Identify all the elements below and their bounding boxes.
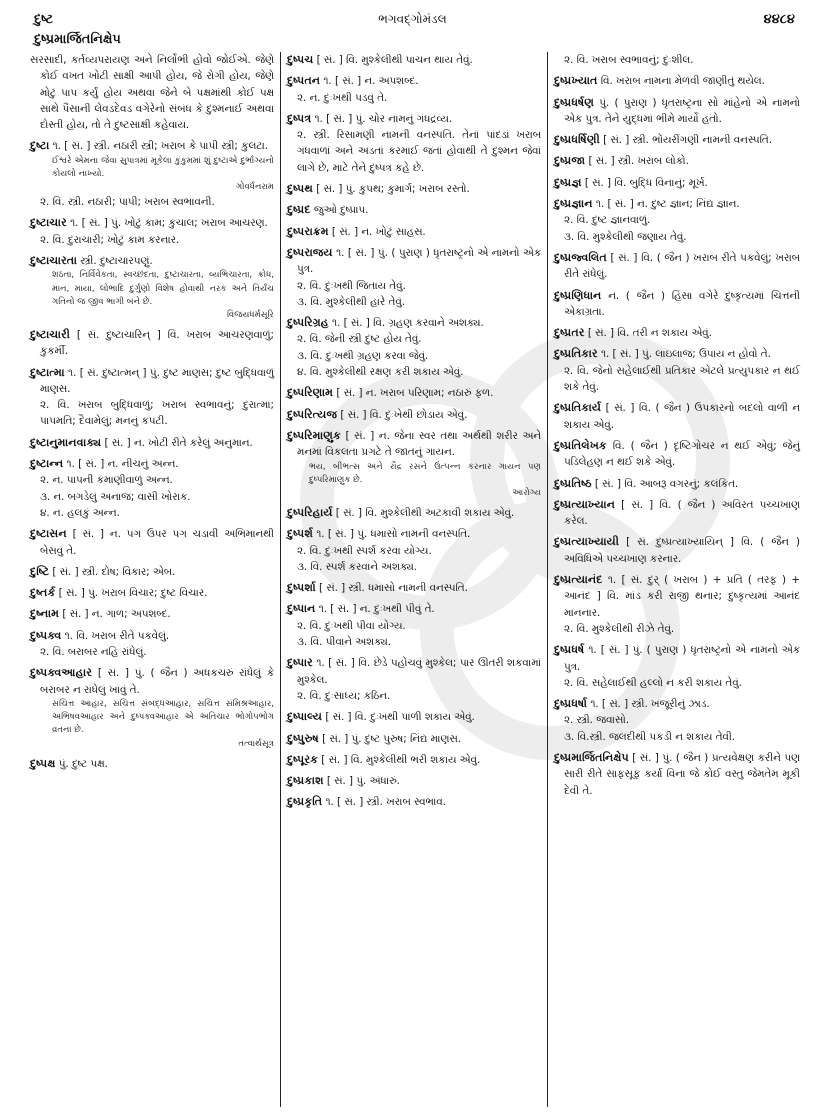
dictionary-entry	[287, 526, 541, 575]
column-left	[30, 52, 280, 1102]
dictionary-entry	[554, 325, 800, 341]
dictionary-entry	[30, 52, 274, 133]
entry-sense: ૨. વિ. સ્ત્રી. નઠારી; પાપી; ખરાબ સ્વભાવની.	[40, 196, 215, 209]
dictionary-entry	[287, 202, 541, 218]
entry-definition-line	[287, 245, 541, 278]
entry-headword: દુષ્પક્વઆહાર	[30, 666, 93, 680]
entry-definition: ૧. [ સં. ] પું. લાઇલાજ; ઉપાય ન હોવો તે.	[600, 348, 771, 361]
entry-definition: [ સં. ] વિ. તરી ન શકાય એવું.	[587, 327, 712, 340]
entry-headword: દુષ્ટાસન	[30, 527, 67, 541]
entry-quotation: ઈશ્વરે એમના જેવા સુપાત્રમાં મૂકેલા કુંકુમમાં શું દુષ્ટાએ દુર્ભાગ્યનો કોયલો નાખ્યો.	[52, 155, 274, 179]
dictionary-entry	[554, 696, 800, 745]
entry-headword: દુષ્પરિમાણુક	[287, 428, 341, 442]
dictionary-entry	[30, 756, 274, 772]
dictionary-entry	[287, 601, 541, 650]
entry-definition-line	[287, 315, 541, 331]
entry-headword: દુષ્પ્રત્યાખ્યાયી	[554, 535, 619, 549]
entry-definition-line	[287, 111, 541, 127]
entry-sense: ૨. વિ. જેની સ્ત્રી દુષ્ટ હોય તેવું.	[297, 333, 422, 346]
entry-definition-line	[287, 580, 541, 596]
dictionary-entry	[287, 315, 541, 380]
entry-headword: દુષ્પાન	[287, 602, 316, 616]
entry-definition: વિ. ખરાબ નામના મેળવી જાણીતું થયેલ.	[600, 75, 765, 88]
entry-headword: દુષ્પથ	[287, 182, 313, 196]
entry-definition: જુઓ દુષ્પ્રાપ.	[313, 204, 369, 217]
entry-headword: દુષ્ટાચારતા	[30, 254, 77, 268]
entry-definition: [ સં. ] વિ. બુદ્ધિ વિનાનું; મૂર્ખ.	[584, 176, 708, 189]
dictionary-entry	[554, 196, 800, 245]
entry-headword: દુષ્પાલ્ય	[287, 710, 323, 724]
entry-sense: ૨. ન. દુઃખથી પડવું તે.	[297, 91, 388, 104]
entry-definition: ૧. [ સં. ] ન. નીચનું અન્ન.	[66, 458, 179, 471]
entry-sense: ૪. વિ. મુશ્કેલીથી રક્ષણ કરી શકાય એવું.	[297, 366, 464, 379]
entry-headword: દુષ્પરિગ્રહ	[287, 316, 329, 330]
entry-headword: દુષ્પરિહાર્ય	[287, 505, 333, 519]
entry-definition: ૧. [ સં. ] પું. ( પુરાણ ) ધૃતરાષ્ટ્રનો એ નામનો એક પુત્ર.	[297, 246, 542, 276]
entry-definition-line	[30, 253, 274, 269]
entry-definition: [ સં. ] વિ. આબરૂ વગરનું; કલંકિત.	[594, 477, 739, 490]
quotation-source: વિજયધર્મસૂરિ	[226, 309, 274, 320]
entry-headword: દુષ્પ્રધર્ષ	[554, 643, 585, 657]
entry-definition-line	[287, 526, 541, 542]
dictionary-entry	[554, 175, 800, 191]
entry-definition: ૧. [ સં. ] પું. ( પુરાણ ) ધૃતરાષ્ટ્રનો એ નામનો એક પુત્ર.	[564, 644, 800, 673]
entry-sense: ૩. વિ.સ્ત્રી. જલદીથી પકડી ન શકાય તેવી.	[564, 730, 736, 743]
entry-definition-line	[554, 132, 800, 148]
entry-headword: દુષ્નામ	[30, 607, 60, 621]
entry-sense: ૨. વિ. દુઃખથી પીવા યોગ્ય.	[297, 619, 406, 632]
entry-sense: ૩. વિ. સ્પર્શ કરવાને અશક્ય.	[297, 560, 417, 573]
entry-definition-line	[554, 572, 800, 621]
entry-headword: દુષ્પ્રધર્ષિણી	[554, 133, 600, 147]
entry-definition: ૧. [ સં. ] સ્ત્રી. નઠારી સ્ત્રી; ખરાબ કે પાપી સ્ત્રી; કુલટા.	[52, 140, 269, 153]
entry-definition-line	[287, 601, 541, 617]
entry-sense: ૩. વિ. મુશ્કેલીથી જણાય તેવું.	[564, 230, 687, 243]
entry-headword: દુષ્ટાત્મા	[30, 365, 65, 379]
entry-headword: દુષ્પરાક્રમ	[287, 224, 329, 238]
entry-headword: દુષ્પરાજય	[287, 245, 333, 259]
entry-definition: ૧. [ સં. ] સ્ત્રી. ખજૂરીનું ઝાડ.	[590, 698, 710, 711]
entry-definition: [ સં. ] વિ. ( જૈન ) ખરાબ રીતે પકવેલું; ખરાબ રીતે રાંધેલું.	[564, 251, 800, 281]
entry-definition-line	[554, 325, 800, 341]
left-guide-word: દુષ્ટ	[34, 12, 54, 27]
dictionary-entry	[287, 181, 541, 197]
entry-headword: દુષ્ટિ	[30, 564, 50, 578]
entry-headword: દુષ્ટાન્ન	[30, 457, 64, 471]
entry-headword: દુષ્ટાચારી	[30, 327, 70, 341]
entry-definition-line	[554, 95, 800, 128]
entry-definition-line	[554, 696, 800, 712]
dictionary-entry	[287, 73, 541, 106]
entry-definition: [ સં. ] ન. ખોટી રીતે કરેલું અનુમાન.	[104, 436, 253, 449]
dictionary-entry	[287, 655, 541, 704]
entry-definition: ૧. [ સં. ] પું. ધમાસો નામની વનસ્પતિ.	[316, 528, 471, 541]
entry-definition: [ સં. ] વિ. મુશ્કેલીથી ભરી શકાય એવું.	[321, 753, 481, 766]
dictionary-entry	[554, 438, 800, 471]
entry-definition-line	[554, 250, 800, 283]
page-number: ૪૪૮૪	[763, 12, 795, 27]
entry-definition: ૧. [ સં. ] ન. અપશબ્દ.	[323, 75, 419, 88]
entry-definition-line	[30, 52, 274, 133]
entry-definition: [ સં. ] ન. ખોટું સાહસ.	[331, 225, 426, 238]
entry-definition-line	[30, 585, 274, 601]
dictionary-entry	[554, 73, 800, 89]
entry-definition-line	[30, 628, 274, 644]
entry-definition: [ સં. ] સ્ત્રી. દોષ; વિકાર; એબ.	[52, 565, 176, 578]
dictionary-entry	[554, 288, 800, 321]
entry-quotation: સચિત્ત આહાર, સચિત્ત સંબદ્ધઆહાર, સચિત્ત સંમિશ્રઆહાર, અભિષવઆહાર અને દુષ્પક્વઆહાર એ અતિચાર ભોગોપભોગ વ્રતના છે.	[52, 698, 274, 736]
entry-headword: દુષ્પ્રજ્વલિત	[554, 250, 607, 264]
entry-definition: પું. દુષ્ટ પક્ષ.	[58, 757, 108, 770]
dictionary-entry	[287, 731, 541, 747]
entry-definition: [ સં. ] વિ. દુઃખથી પાળી શકાય એવું.	[325, 711, 475, 724]
entry-definition: ૧. [ સં. ] વિ. છેડે પહોંચવું મુશ્કેલ; પાર ઊતરી શકવામાં મુશ્કેલ.	[297, 657, 541, 686]
entry-definition-line	[30, 756, 274, 772]
entry-sense: ૨. સ્ત્રી. જવાસો.	[564, 714, 630, 727]
dictionary-entry	[30, 327, 274, 360]
entry-sense: ૩. ન. બગડેલું અનાજ; વાસી ખોરાક.	[40, 490, 191, 503]
entry-headword: દુષ્પ્રતિષ્ઠ	[554, 476, 592, 490]
dictionary-entry	[287, 773, 541, 789]
entry-definition-line	[30, 138, 274, 154]
entry-sense: ૨. વિ. દુરાચારી; ખોટું કામ કરનાર.	[40, 233, 180, 246]
entry-headword: દુષ્પાર	[287, 656, 313, 670]
entry-definition: [ સં. ] ન. ગાળ; અપશબ્દ.	[62, 608, 171, 621]
dictionary-entry	[287, 245, 541, 310]
entry-definition-line	[554, 476, 800, 492]
entry-headword: દુષ્પર્શ	[287, 527, 313, 541]
entry-headword: દુષ્પર્શા	[287, 581, 316, 595]
entry-headword: દુષ્પ્રતિકાર્ય	[554, 401, 602, 415]
dictionary-entry	[287, 505, 541, 521]
entry-definition-line	[287, 773, 541, 789]
entry-definition-line	[554, 642, 800, 675]
entry-definition-line	[30, 526, 274, 559]
dictionary-entry	[554, 250, 800, 283]
entry-sense: ૨. સ્ત્રી. રિસામણી નામની વનસ્પતિ. તેનાં પાંદડાં ખરાબ ગંધવાળાં અને અડતાં કરમાઈ જતાં હોવાથી તે દુશ્મન જેવાં લાગે છે, માટે તેને દુષ્પત્ર કહે છે.	[297, 129, 541, 174]
dictionary-entry	[287, 407, 541, 423]
entry-definition-line	[287, 752, 541, 768]
dictionary-entry	[30, 628, 274, 661]
entry-headword: દુષ્પચ	[287, 53, 314, 66]
entry-sense: ૩. વિ. મુશ્કેલીથી હારે તેવું.	[297, 295, 406, 308]
entry-headword: દુષ્પક્ષ	[30, 756, 56, 770]
entry-headword: દુષ્પ્રદ	[287, 203, 311, 217]
dictionary-entry	[30, 253, 274, 322]
entry-definition: [ સં. ] ન. પગ ઉપર પગ ચડાવી અભિમાનથી બેસવું તે.	[40, 528, 274, 557]
dictionary-entry	[554, 476, 800, 492]
entry-headword: દુષ્પરિત્યજ	[287, 407, 338, 421]
page-header	[0, 0, 825, 47]
dictionary-entry	[30, 215, 274, 248]
dictionary-entry	[554, 572, 800, 637]
entry-definition-line	[287, 794, 541, 810]
entry-sense: ૪. ન. હલકું અન્ન.	[40, 506, 120, 519]
entry-definition-line	[554, 497, 800, 530]
entry-definition: વિ. ( જૈન ) દૃષ્ટિગોચર ન થઈ એવું; જેનું પડિલેહણ ન થઈ શકે એવું.	[564, 439, 800, 469]
entry-definition: ૧. [ સં. ] ન. દુષ્ટ જ્ઞાન; નિંદ્ય જ્ઞાન.	[595, 198, 740, 211]
entry-definition-line	[554, 438, 800, 471]
dictionary-entry	[287, 794, 541, 810]
entry-definition: ૧. [ સં. દુર્ ( ખરાબ ) + પ્રતિ ( તરફ ) + આનંદ ] વિ. માંડ કરી રાજી થનાર; દુષ્કૃત્યમાં આનંદ માનનાર.	[564, 574, 800, 619]
entry-headword: દુષ્પ્રધર્ષા	[554, 697, 588, 711]
dictionary-entry	[30, 526, 274, 559]
entry-definition-line	[287, 428, 541, 461]
right-guide-word: દુષ્પ્રમાર્જિતનિક્ષેપ	[34, 32, 121, 47]
entry-headword: દુષ્ટાચાર	[30, 216, 67, 230]
entry-definition: [ સં. દુષ્પ્રત્યાખ્યાયિન્ ] વિ. ( જૈન ) અવિધિએ પચ્ચખાણ કરનાર.	[564, 536, 800, 565]
entry-definition: [ સં. ] પું. દુષ્ટ પુરુષ; નિંદ્ય માણસ.	[322, 732, 461, 745]
entry-definition: [ સં. દુષ્ટાચારિન્ ] વિ. ખરાબ આચરણવાળું; કુકર્મી.	[40, 328, 274, 358]
entry-definition-line	[287, 202, 541, 218]
entry-sense: ૨. વિ. દુઃખથી સ્પર્શ કરવા યોગ્ય.	[297, 544, 432, 557]
dictionary-entry	[554, 132, 800, 148]
entry-headword: દુષ્ટાનુમાનવાક્ય	[30, 435, 102, 449]
entry-headword: દુષ્પ્રજ્ઞ	[554, 175, 582, 189]
entry-definition: [ સં. ] પું. ( જૈન ) અધકચરું રાંધેલું કે બરાબર ન રાંધેલું ખાવું તે.	[40, 667, 274, 696]
column-middle	[280, 52, 548, 1107]
entry-definition: [ સં. ] પું. ( જૈન ) પ્રત્યવેક્ષણ કરીને પણ સારી રીતે સાફસૂફ કર્યા વિના જે કોઈ વસ્તુ જેમતેમ મૂકી દેવી તે.	[564, 751, 800, 797]
entry-headword: દુષ્પ્રજ્ઞાન	[554, 197, 593, 211]
entry-definition: [ સં. ] પું. કુપથ; કુમાર્ગ; ખરાબ રસ્તો.	[316, 183, 470, 196]
entry-headword: દુષ્પ્રતર	[554, 326, 585, 340]
entry-definition-line	[287, 73, 541, 89]
entry-headword: દુષ્પુરુષ	[287, 731, 319, 745]
entry-definition-line	[30, 606, 274, 622]
entry-headword: દુષ્પ્રખ્યાત	[554, 74, 598, 88]
entry-definition: [ સં. ] વિ. ( જૈન ) અવિરત પચ્ચખાણ કરેલ.	[564, 498, 800, 528]
entry-headword: દુષ્પ્રતિકાર	[554, 347, 598, 361]
quotation-source: આરોગ્ય	[512, 487, 541, 498]
dictionary-entry	[554, 400, 800, 433]
dictionary-entry	[30, 435, 274, 451]
entry-headword: દુષ્પ્રમાર્જિતનિક્ષેપ	[554, 750, 629, 764]
dictionary-entry	[30, 138, 274, 210]
dictionary-entry	[554, 534, 800, 567]
dictionary-entry	[30, 564, 274, 580]
entry-definition-line	[30, 456, 274, 472]
entry-headword: દુષ્પતન	[287, 74, 321, 88]
dictionary-columns	[30, 52, 800, 1102]
dictionary-entry	[30, 665, 274, 750]
entry-definition-line	[30, 365, 274, 398]
entry-headword: દુષ્પક્વ	[30, 628, 62, 642]
entry-definition: ૧. [ સં. ] પું. ચોર નામનું ગંધદ્રવ્ય.	[314, 112, 453, 125]
entry-headword: દુષ્પ્રકાશ	[287, 774, 324, 788]
entry-headword: દુષ્ટા	[30, 139, 50, 153]
book-title: ભગવદ્ગોમંડલ	[378, 12, 447, 26]
entry-sense: ૨. વિ. સહેલાઈથી હલ્લો ન કરી શકાય તેવું.	[564, 676, 742, 689]
column-right	[548, 52, 800, 1102]
entry-definition: [ સં. ] ન. ખરાબ પરિણામ; નઠારું ફળ.	[336, 387, 494, 400]
entry-headword: દુષ્પૂરક	[287, 752, 319, 766]
entry-definition-line	[287, 181, 541, 197]
entry-sense: ૨. વિ. દુઃસાધ્ય; કઠિન.	[297, 689, 391, 702]
entry-definition: [ સં. ] પું. અંધારું.	[326, 775, 400, 788]
entry-definition-line	[287, 655, 541, 688]
entry-definition: [ સં. ] વિ. મુશ્કેલીથી પાચન થાય તેવું.	[316, 54, 473, 66]
entry-definition-line	[287, 407, 541, 423]
entry-definition: ૧. [ સં. દુષ્ટાત્મન્ ] પું. દુષ્ટ માણસ; દુષ્ટ બુદ્ધિવાળું માણસ.	[40, 366, 274, 395]
dictionary-entry	[287, 709, 541, 725]
entry-definition-line	[554, 153, 800, 169]
entry-sense: ૨. વિ. મુશ્કેલીથી રીઝે તેવું.	[564, 622, 675, 635]
entry-definition: પું. ( પુરાણ ) ધૃતરાષ્ટ્રના સો માંહેનો એ નામનો એક પુત્ર. તેને યુદ્ધમાં ભીમે માર્યો હતો.	[564, 96, 800, 125]
quotation-source: ગોવર્ધનરામ	[236, 182, 274, 193]
dictionary-entry	[287, 580, 541, 596]
entry-definition: [ સં. ] વિ. દુઃખેથી છોડાય એવું.	[340, 408, 468, 421]
entry-definition-line	[554, 73, 800, 89]
dictionary-entry	[30, 585, 274, 601]
dictionary-entry	[287, 52, 541, 68]
entry-sense: ૨. વિ. દુષ્ટ જ્ઞાનવાળું.	[564, 214, 651, 227]
entry-sense: ૨. વિ. જેનો સહેલાઈથી પ્રતિકાર એટલે પ્રત્યુપકાર ન થઈ શકે તેવું.	[564, 364, 800, 394]
entry-definition-line	[30, 564, 274, 580]
entry-definition: ૧. [ સં. ] વિ. ગ્રહણ કરવાને અશક્ય.	[332, 317, 484, 330]
entry-headword: દુષ્પ્રજા	[554, 154, 586, 168]
entry-definition-line	[30, 665, 274, 698]
entry-headword: દુષ્પ્રતિલેખક	[554, 438, 607, 452]
entry-definition-line	[287, 224, 541, 240]
entry-headword: દુષ્પત્ર	[287, 111, 312, 125]
dictionary-entry	[554, 153, 800, 169]
entry-definition: [ સં. ] વિ. ( જૈન ) ઉપકારનો બદલો વાળી ન શકાય એવું.	[564, 402, 800, 431]
entry-definition: સરસાદી, કર્તવ્યપરાયણ અને નિર્લોભી હોવો જોઈએ. જેણે કોઈ વખત ખોટી સાક્ષી આપી હોય, જે રોગી હોય, જેણે મોટું પાપ કર્યું હોય અથવા જેને બે પક્ષમાંથી કોઈ પક્ષ સાથે પૈસાની લેવડદેવડ વગેરેનો સંબંધ કે દુશ્મનાઈ અથવા દોસ્તી હોય, તો તે દુષ્ટસાક્ષી કહેવાય.	[30, 54, 274, 132]
entry-definition: [ સં. ] સ્ત્રી. ખરાબ લોકો.	[588, 155, 689, 168]
dictionary-entry	[287, 224, 541, 240]
entry-definition: ન. ( જૈન ) હિંસા વગેરે દુષ્કૃત્યમાં ચિત્તની એકાગ્રતા.	[564, 289, 800, 318]
entry-headword: દુષ્પરિણામ	[287, 386, 334, 400]
entry-definition-line	[554, 400, 800, 433]
quotation-source: તત્વાર્થસૂત્ર	[238, 738, 274, 749]
dictionary-entry	[287, 752, 541, 768]
entry-definition-line	[554, 288, 800, 321]
entry-definition-line	[287, 52, 541, 68]
entry-sense: ૨. વિ. ખરાબ સ્વભાવનું; દુઃશીલ.	[564, 54, 694, 66]
entry-definition-line	[30, 327, 274, 360]
entry-headword: દુષ્પ્રત્યાનંદ	[554, 573, 603, 587]
entry-definition: ૧. [ સં. ] પું. ખોટું કામ; કુચાલ; ખરાબ આચરણ.	[70, 217, 268, 230]
dictionary-entry	[554, 497, 800, 530]
entry-definition-line	[287, 709, 541, 725]
dictionary-entry	[30, 606, 274, 622]
dictionary-entry	[287, 111, 541, 176]
entry-quotation: શઠતા, નિર્વિવેકતા, સ્વચ્છંદતા, દુષ્ટાચારતા, વ્યભિચારતા, ક્રોધ, માન, માયા, લોભાદિ દુર્ગુણો વિશેષ હોવાથી નરક અને તિર્યંચ ગતિનો જ જીવ ભાગી બને છે.	[52, 270, 274, 307]
entry-sense: ૨. વિ. ખરાબ બુદ્ધિવાળું; ખરાબ સ્વભાવનું; દુરાત્મા; પાપમતિ; દૈવામેલું; મનનું કપટી.	[40, 399, 274, 428]
dictionary-entry	[30, 365, 274, 430]
entry-definition: સ્ત્રી. દુષ્ટાચારપણું.	[80, 255, 153, 268]
entry-definition-line	[287, 731, 541, 747]
entry-definition: ૧. વિ. ખરાબ રીતે પકવેલું.	[64, 629, 170, 642]
dictionary-entry	[554, 95, 800, 128]
entry-definition: [ સં. ] સ્ત્રી. ભોંયરીંગણી નામની વનસ્પતિ.	[603, 134, 773, 147]
entry-definition-line	[554, 750, 800, 799]
entry-sense: ૨. ન. પાપની કમાણીવાળું અન્ન.	[40, 474, 173, 487]
entry-definition-line	[30, 215, 274, 231]
entry-definition: [ સં. ] પું. ખરાબ વિચાર; દુષ્ટ વિચાર.	[58, 587, 208, 600]
entry-sense: ૩. વિ. પીવાને અશક્ય.	[297, 636, 391, 649]
entry-headword: દુષ્પ્રધર્ષણ	[554, 95, 595, 109]
entry-headword: દુષ્તર્ક	[30, 586, 56, 600]
entry-sense: ૩. વિ. દુઃખથી ગ્રહણ કરવા જેવું.	[297, 349, 429, 362]
entry-definition: [ સં. ] વિ. મુશ્કેલીથી અટકાવી શકાય એવું.	[335, 506, 515, 519]
dictionary-entry	[287, 428, 541, 500]
entry-definition-line	[554, 534, 800, 567]
entry-definition-line	[287, 505, 541, 521]
dictionary-entry	[554, 52, 800, 68]
dictionary-entry	[287, 385, 541, 401]
entry-definition-line	[554, 346, 800, 362]
entry-sense: ૨. વિ. દુઃખથી જિતાય તેવું.	[297, 279, 406, 292]
entry-definition: [ સં. ] ન. જેના સ્વર તથા અર્થથી શરીર અને મનમાં વિકલતા પ્રગટે તે જાતનું ગાયન.	[297, 429, 541, 459]
dictionary-entry	[554, 346, 800, 395]
entry-definition-line	[30, 435, 274, 451]
dictionary-entry	[554, 750, 800, 799]
dictionary-entry	[554, 642, 800, 691]
entry-definition-line	[287, 385, 541, 401]
dictionary-entry	[30, 456, 274, 521]
entry-definition-line	[554, 196, 800, 212]
entry-definition-line	[554, 175, 800, 191]
entry-quotation: ભય, બીભત્સ અને રૌદ્ર રસને ઉત્પન્ન કરનાર ગાયન પણ દુષ્પરિમાણુક છે.	[309, 461, 541, 485]
entry-headword: દુષ્પ્રકૃતિ	[287, 795, 323, 809]
entry-headword: દુષ્પ્રત્યાખ્યાન	[554, 497, 615, 511]
entry-definition: [ સં. ] સ્ત્રી. ધમાસો નામની વનસ્પતિ.	[318, 582, 468, 595]
entry-sense: ૨. વિ. બરાબર નહિ રાંધેલું.	[40, 646, 147, 659]
entry-definition: ૧. [ સં. ] સ્ત્રી. ખરાબ સ્વભાવ.	[325, 796, 446, 809]
entry-headword: દુષ્પ્રણિધાન	[554, 288, 602, 302]
entry-definition: ૧. [ સં. ] ન. દુઃખથી પીવું તે.	[318, 603, 435, 616]
